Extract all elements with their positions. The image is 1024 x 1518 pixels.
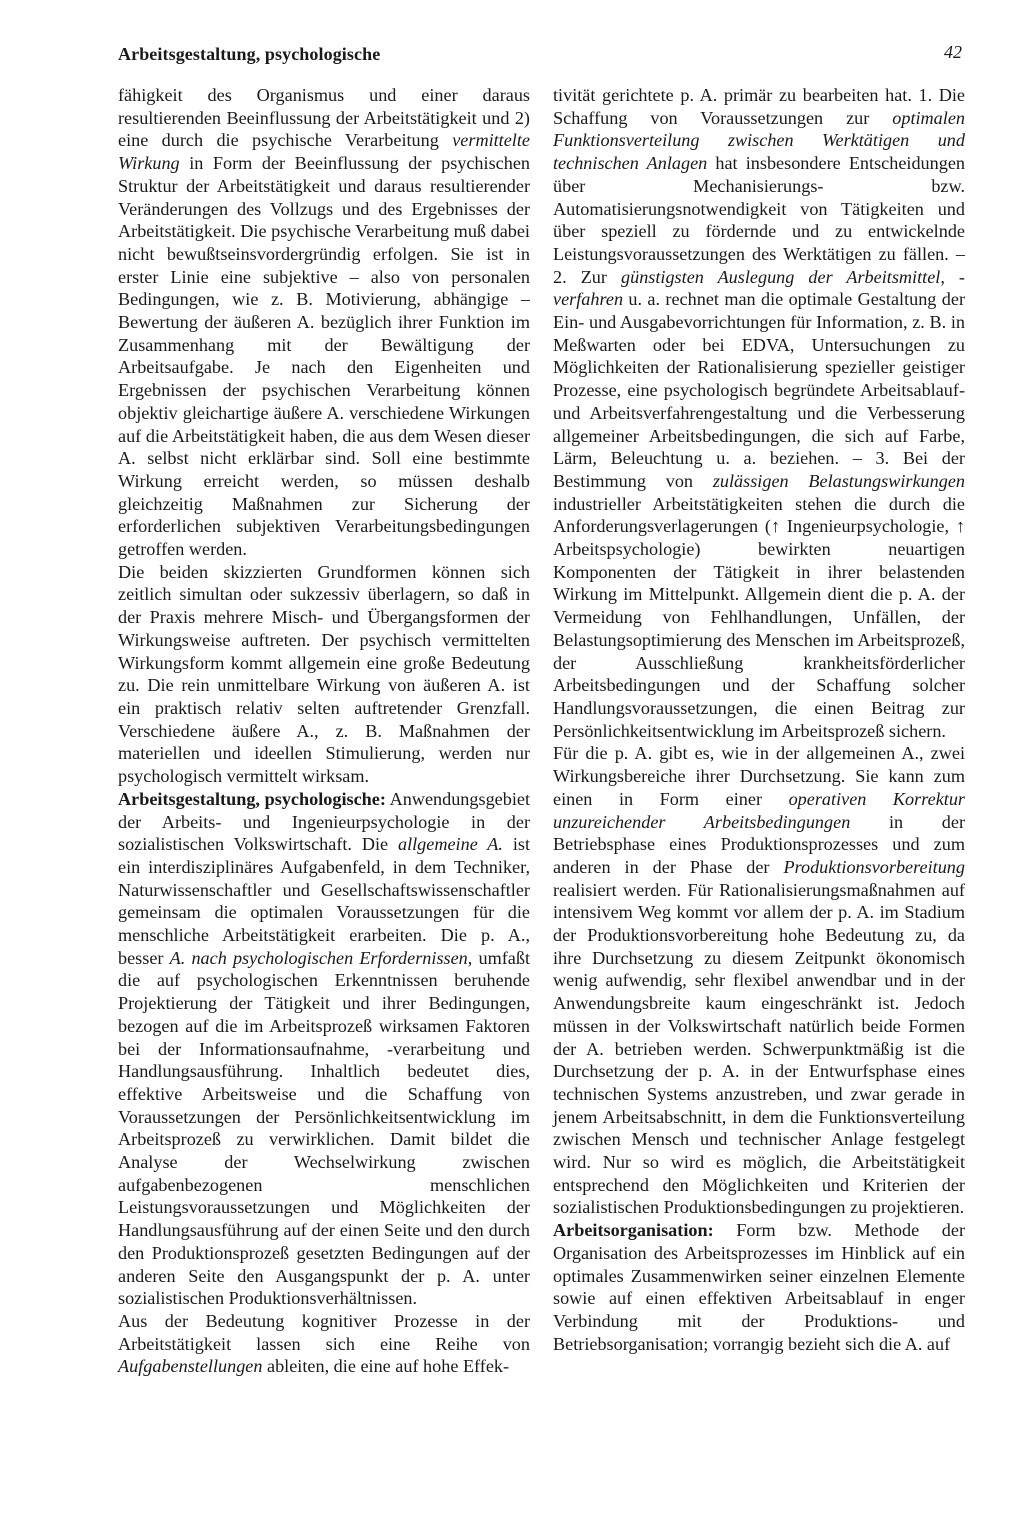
text-run: ist ein interdisziplinäres Aufgabenfeld, in dem Techniker, Naturwissenschaftler und Gesellschaftswissenschaftler gemeinsam die optimalen Voraussetzungen für die menschliche Arbeitstätigkeit erarbeiten. Die p. A., besser (118, 834, 530, 968)
text-run: u. a. rechnet man die optimale Gestaltung der Ein- und Ausgabevorrichtungen für Information, z. B. in Meßwarten oder bei EDVA, Untersuchungen zu Möglichkeiten der Rationalisierung spezieller geistiger Prozesse, eine psychologisch begründete Arbeitsablauf- und Arbeitsverfahrengestaltung und die Verbesserung allgemeiner Arbeitsbedingungen, die sich auf Farbe, Lärm, Beleuchtung u. a. beziehen. – 3. Bei der Bestimmung von (553, 289, 965, 491)
text-run: Form bzw. Methode der Organisation des Arbeitsprozesses im Hinblick auf ein optimales Zusammenwirken seiner einzelnen Elemente sowie auf einen effektiven Arbeitsablauf in enger Verbindung mit der Produktions- und Betriebsorganisation; vorrangig bezieht sich die A. auf (553, 1220, 965, 1354)
paragraph (118, 1310, 530, 1378)
emphasis: allgemeine A. (397, 834, 503, 855)
text-run: fähigkeit des Organismus und einer daraus resultierenden Beeinflussung der Arbeitstätigkeit und 2) eine durch die psychische Verarbeitung (118, 85, 530, 151)
text-run: in Form der Beeinflussung der psychischen Struktur der Arbeitstätigkeit und daraus resultierender Veränderungen des Vollzugs und des Ergebnisses der Arbeitstätigkeit. Die psychische Verarbeitung muß dabei nicht bewußtseinsvordergründig erfolgen. Sie ist in erster Linie eine subjektive – also von personalen Bedingungen, wie z. B. Motivierung, abhängige – Bewertung der äußeren A. bezüglich ihrer Funktion im Zusammenhang mit der Bewältigung der Arbeitsaufgabe. Je nach den Eigenheiten und Ergebnissen der psychischen Verarbeitung können objektiv gleichartige äußere A. verschiedene Wirkungen auf die Arbeitstätigkeit haben, die aus dem Wesen dieser A. selbst nicht erklärbar sind. Soll eine bestimmte Wirkung erreicht werden, so müssen deshalb gleichzeitig Maßnahmen zur Sicherung der erforderlichen subjektiven Verarbeitungsbedingungen getroffen werden. (118, 153, 530, 560)
emphasis: optimalen Funktionsverteilung zwischen Werktätigen und technischen Anlagen (553, 107, 965, 174)
emphasis: zulässigen Belastungswirkungen (712, 470, 966, 491)
text-run: hat insbesondere Entscheidungen über Mechanisierungs- bzw. Automatisierungsnotwendigkeit von Tätigkeiten und über speziell zu fördernde und zu entwickelnde Leistungsvoraussetzungen des Werktätigen zu fällen. – 2. Zur (553, 153, 965, 287)
text-run: industrieller Arbeitstätigkeiten stehen die durch die Anforderungsverlagerungen (↑ Ingenieurpsychologie, ↑ Arbeitspsychologie) bewirkten neuartigen Komponenten der Tätigkeit in ihrer belastenden Wirkung im Mittelpunkt. Allgemein dient die p. A. der Vermeidung von Fehlhandlungen, Unfällen, der Belastungsoptimierung des Menschen im Arbeitsprozeß, der Ausschließung krankheitsförderlicher Arbeitsbedingungen und der Schaffung solcher Handlungsvoraussetzungen, die einen Beitrag zur Persönlichkeitsentwicklung im Arbeitsprozeß sichern. (553, 493, 965, 741)
text-run: , umfaßt die auf psychologischen Erkenntnissen beruhende Projektierung der Tätigkeit und ihrer Bedingungen, bezogen auf die im Arbeitsprozeß wirksamen Faktoren bei der Informationsaufnahme, -verarbeitung und Handlungsausführung. Inhaltlich bedeutet dies, effektive Arbeitsweise und die Schaffung von Voraussetzungen der Persönlichkeitsentwicklung im Arbeitsprozeß zu verwirklichen. Damit bildet die Analyse der Wechselwirkung zwischen aufgabenbezogenen menschlichen Leistungsvoraussetzungen und Möglichkeiten der Handlungsausführung auf der einen Seite und den durch den Produktionsprozeß gesetzten Bedingungen auf der anderen Seite den Ausgangspunkt der p. A. unter sozialistischen Produktionsverhältnissen. (118, 947, 531, 1309)
text-run: ableiten, die eine auf hohe Effek- (262, 1356, 510, 1377)
entry-paragraph (553, 1219, 965, 1355)
entry-term: Arbeitsgestaltung, psychologische: (118, 788, 386, 809)
paragraph (118, 561, 530, 788)
emphasis: A. nach psychologischen Erfordernissen (169, 947, 468, 968)
text-run: Anwendungsgebiet der Arbeits- und Ingenieurpsychologie in der sozialistischen Volkswirtschaft. Die (118, 788, 531, 855)
paragraph (553, 742, 965, 1219)
text-run: realisiert werden. Für Rationalisierungsmaßnahmen auf intensivem Weg kommt vor allem der p. A. im Stadium der Produktionsvorbereitung hohe Bedeutung zu, da ihre Durchsetzung zu diesem Zeitpunkt ökonomisch wenig aufwendig, sehr flexibel anwendbar und in der Anwendungsbreite kaum eingeschränkt ist. Jedoch müssen in der Volkswirtschaft natürlich beide Formen der A. betrieben werden. Schwerpunktmäßig ist die Durchsetzung der p. A. in der Entwurfsphase eines technischen Systems anzustreben, und zwar gerade in jenem Arbeitsabschnitt, in dem die Funktionsverteilung zwischen Mensch und technischer Anlage festgelegt wird. Nur so wird es möglich, die Arbeitstätigkeit entsprechend den Möglichkeiten und Kriterien der sozialistischen Produktionsbedingungen zu projektieren. (553, 879, 965, 1218)
emphasis: Produktionsvorbereitung (783, 856, 965, 877)
page-number: 42 (944, 42, 962, 62)
entry-term: Arbeitsorganisation: (553, 1220, 714, 1241)
left-column (118, 84, 530, 1378)
emphasis: operativen Korrektur unzureichender Arbeitsbedingungen (553, 788, 965, 832)
entry-paragraph (118, 788, 530, 1310)
paragraph (118, 84, 530, 561)
running-head: Arbeitsgestaltung, psychologische (118, 44, 381, 64)
text-run: Für die p. A. gibt es, wie in der allgemeinen A., zwei Wirkungsbereiche ihrer Durchsetzung. Sie kann zum einen in Form einer (553, 743, 965, 809)
emphasis: günstigsten Auslegung der Arbeitsmittel, -verfahren (553, 266, 965, 310)
text-run: Aus der Bedeutung kognitiver Prozesse in der Arbeitstätigkeit lassen sich eine Reihe von (118, 1310, 530, 1354)
text-run: in der Betriebsphase eines Produktionsprozesses und zum anderen in der Phase der (553, 811, 965, 877)
text-run: Die beiden skizzierten Grundformen können sich zeitlich simultan oder sukzessiv überlagern, so daß in der Praxis mehrere Misch- und Übergangsformen der Wirkungsweise auftreten. Der psychisch vermittelten Wirkungsform kommt allgemein eine große Bedeutung zu. Die rein unmittelbare Wirkung von äußeren A. ist ein praktisch relativ selten auftretender Grenzfall. Verschiedene äußere A., z. B. Maßnahmen der materiellen und ideellen Stimulierung, werden nur psychologisch vermittelt wirksam. (118, 561, 530, 787)
right-column (553, 84, 965, 1355)
emphasis: Aufgabenstellungen (118, 1356, 263, 1377)
paragraph (553, 84, 965, 742)
emphasis: vermittelte Wirkung (118, 130, 530, 174)
text-run: tivität gerichtete p. A. primär zu bearbeiten hat. 1. Die Schaffung von Voraussetzungen zur (553, 85, 965, 128)
